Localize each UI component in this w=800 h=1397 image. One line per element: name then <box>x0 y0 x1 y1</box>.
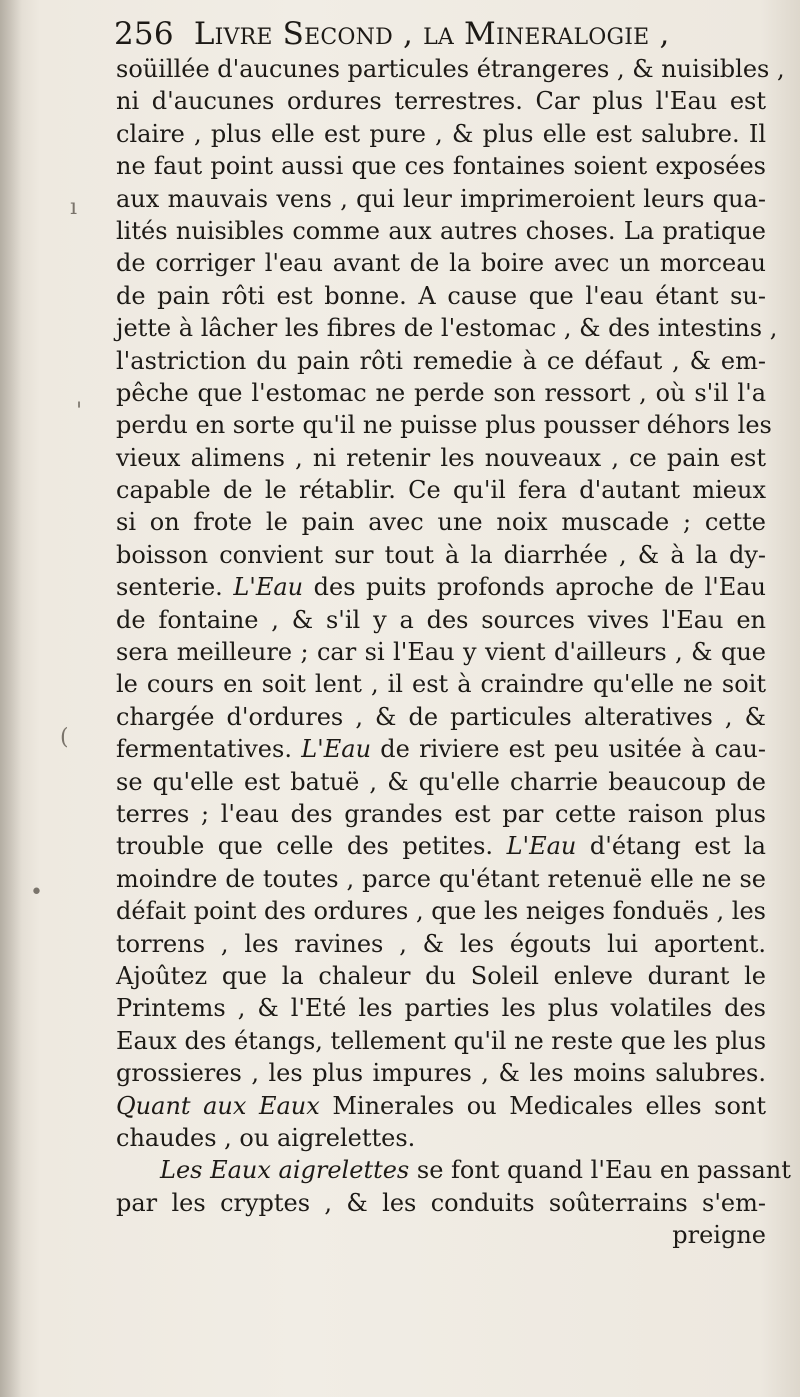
page-header <box>114 14 764 54</box>
text-line: si on frote le pain avec une noix muscade ; cette <box>116 508 766 537</box>
text-line: terres ; l'eau des grandes est par cette raison plus <box>116 799 766 828</box>
page-number: 256 <box>114 16 174 52</box>
text-line: Printems , & l'Eté les parties les plus volatiles des <box>116 994 766 1023</box>
text-line: ne faut point aussi que ces fontaines soient exposées <box>116 152 766 181</box>
margin-mark: ( <box>60 725 69 750</box>
text-line: chaudes , ou aigrelettes. <box>116 1123 416 1152</box>
margin-mark: ' <box>76 399 83 424</box>
line-text: se font quand l'Eau en passant <box>409 1156 791 1185</box>
text-line <box>116 571 766 603</box>
text-line: perdu en sorte qu'il ne puisse plus pousser déhors les <box>116 411 772 440</box>
body-text <box>116 53 791 1251</box>
text-line: chargée d'ordures , & de particules alteratives , & <box>116 702 766 731</box>
text-line <box>116 830 766 862</box>
margin-mark: ı <box>70 195 78 220</box>
text-line: Eaux des étangs, tellement qu'il ne reste que les plus <box>116 1026 767 1055</box>
italic-term: L'Eau <box>301 735 372 764</box>
text-line: Ajoûtez que la chaleur du Soleil enleve durant le <box>116 961 766 990</box>
italic-term: Les Eaux aigrelettes <box>160 1156 410 1185</box>
text-line: le cours en soit lent , il est à craindre qu'elle ne soit <box>116 670 766 699</box>
text-line: défait point des ordures , que les neiges fonduës , les <box>116 897 766 926</box>
text-line: pêche que l'estomac ne perde son ressort , où s'il l'a <box>116 378 766 407</box>
text-line: de pain rôti est bonne. A cause que l'eau étant su- <box>116 281 766 310</box>
line-text: fermentatives. <box>116 735 302 764</box>
line-text: trouble que celle des petites. <box>116 832 507 861</box>
text-line: capable de le rétablir. Ce qu'il fera d'autant mieux <box>116 476 766 505</box>
text-line: jette à lâcher les fibres de l'estomac , & des intestins , <box>116 314 778 343</box>
text-line: boisson convient sur tout à la diarrhée , & à la dy- <box>116 540 766 569</box>
text-line: ni d'aucunes ordures terrestres. Car plus l'Eau est <box>116 87 766 116</box>
text-line <box>116 1154 791 1186</box>
italic-term: L'Eau <box>233 573 304 602</box>
gutter-shadow <box>0 0 22 1397</box>
text-line <box>116 1090 766 1122</box>
text-line: par les cryptes , & les conduits soûterrains s'em- <box>116 1188 766 1217</box>
text-line: de corriger l'eau avant de la boire avec un morceau <box>116 249 766 278</box>
text-line: moindre de toutes , parce qu'étant retenuë elle ne se <box>116 864 766 893</box>
text-line: l'astriction du pain rôti remedie à ce défaut , & em- <box>116 346 766 375</box>
text-line: lités nuisibles comme aux autres choses. La pratique <box>116 216 766 245</box>
line-text: senterie. <box>116 573 234 602</box>
italic-term: Quant aux Eaux <box>116 1091 320 1120</box>
text-line: sera meilleure ; car si l'Eau y vient d'ailleurs , & que <box>116 638 766 667</box>
text-line: soüillée d'aucunes particules étrangeres , & nuisibles , <box>116 55 785 83</box>
margin-mark: • <box>30 880 43 905</box>
catchword: preigne <box>672 1221 766 1250</box>
text-line: claire , plus elle est pure , & plus elle est salubre. Il <box>116 119 766 148</box>
line-text: de riviere est peu usitée à cau- <box>371 735 766 764</box>
line-text: d'étang est la <box>576 832 766 861</box>
text-line: se qu'elle est batuë , & qu'elle charrie beaucoup de <box>116 767 766 796</box>
line-text: des puits profonds aproche de l'Eau <box>303 573 767 602</box>
text-line: aux mauvais vens , qui leur imprimeroient leurs qua- <box>116 184 766 213</box>
text-line: grossieres , les plus impures , & les moins salubres. <box>116 1059 766 1088</box>
italic-term: L'Eau <box>506 832 577 861</box>
running-title: Livre Second , la Mineralogie , <box>193 16 670 52</box>
line-text: Minerales ou Medicales elles sont <box>319 1091 767 1120</box>
text-line: de fontaine , & s'il y a des sources vives l'Eau en <box>116 605 766 634</box>
text-line: vieux alimens , ni retenir les nouveaux , ce pain est <box>116 443 766 472</box>
text-line <box>116 733 766 765</box>
text-line: torrens , les ravines , & les égouts lui aportent. <box>116 929 766 958</box>
